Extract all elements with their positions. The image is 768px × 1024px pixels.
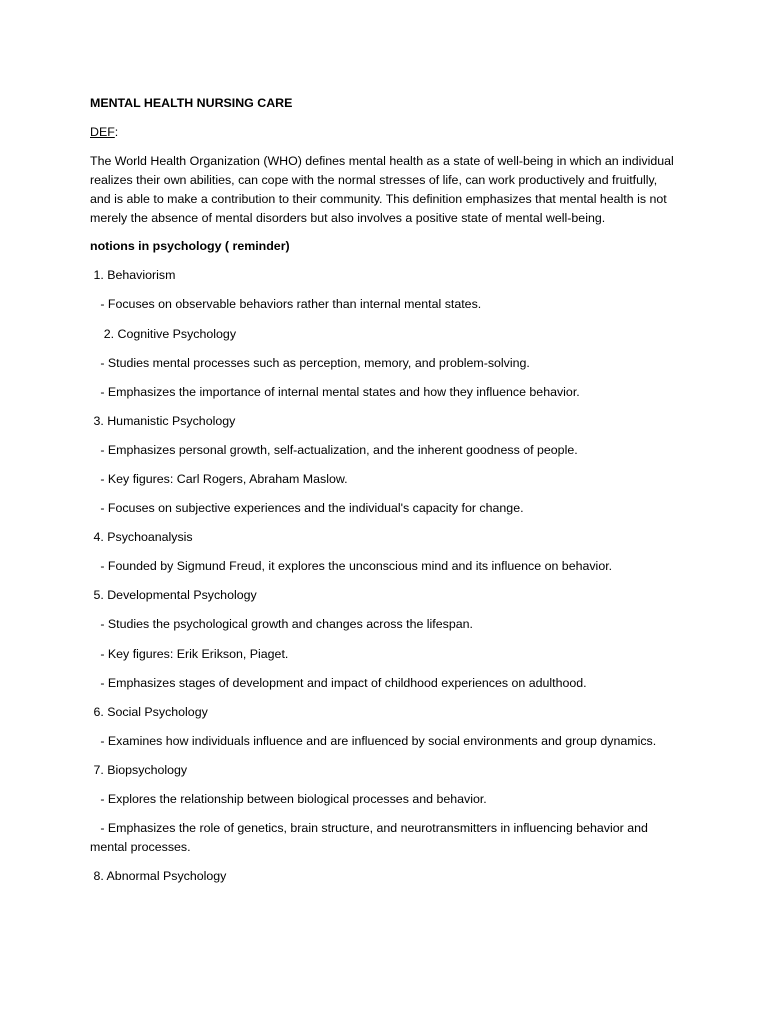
document-title: MENTAL HEALTH NURSING CARE (90, 96, 293, 110)
list-item-detail: - Focuses on observable behaviors rather than internal mental states. (90, 297, 482, 312)
list-item-cognitive-psychology: 2. Cognitive Psychology (90, 326, 237, 341)
notions-heading: notions in psychology ( reminder) (90, 239, 290, 254)
list-item-psychoanalysis: 4. Psychoanalysis (90, 530, 193, 545)
list-item-biopsychology: 7. Biopsychology (90, 762, 188, 777)
list-item-detail: - Studies the psychological growth and changes across the lifespan. (90, 617, 473, 632)
list-item-detail: - Founded by Sigmund Freud, it explores the unconscious mind and its influence on behavior. (90, 559, 613, 574)
list-item-detail: - Key figures: Erik Erikson, Piaget. (90, 646, 289, 661)
definition-label: DEF (90, 124, 115, 139)
list-item-detail: - Explores the relationship between biological processes and behavior. (90, 792, 487, 807)
list-item-detail: - Emphasizes stages of development and impact of childhood experiences on adulthood. (90, 675, 587, 690)
list-item-detail: - Emphasizes the importance of internal mental states and how they influence behavior. (90, 384, 580, 399)
list-item-detail: - Studies mental processes such as perception, memory, and problem-solving. (90, 355, 530, 370)
list-item-detail: - Focuses on subjective experiences and the individual's capacity for change. (90, 501, 524, 516)
definition-label-line (90, 123, 676, 142)
list-item-humanistic-psychology: 3. Humanistic Psychology (90, 413, 236, 428)
list-item-detail: - Emphasizes the role of genetics, brain structure, and neurotransmitters in influencing behavior and mental processes. (90, 821, 652, 855)
definition-colon: : (114, 124, 119, 139)
list-item-detail: - Examines how individuals influence and are influenced by social environments and group dynamics. (90, 733, 657, 748)
list-item-abnormal-psychology: 8. Abnormal Psychology (90, 869, 227, 884)
list-item-developmental-psychology: 5. Developmental Psychology (90, 588, 257, 603)
list-item-social-psychology: 6. Social Psychology (90, 704, 208, 719)
list-item-detail: - Emphasizes personal growth, self-actualization, and the inherent goodness of people. (90, 442, 578, 457)
list-item-detail: - Key figures: Carl Rogers, Abraham Maslow. (90, 472, 348, 486)
list-item-behaviorism: 1. Behaviorism (90, 268, 176, 283)
definition-paragraph: The World Health Organization (WHO) defines mental health as a state of well-being in which an individual realizes their own abilities, can cope with the normal stresses of life, can work productively and fruitfully, and is able to make a contribution to their community. This definition emphasizes that mental health is not merely the absence of mental disorders but also involves a positive state of mental well-being. (90, 153, 674, 225)
